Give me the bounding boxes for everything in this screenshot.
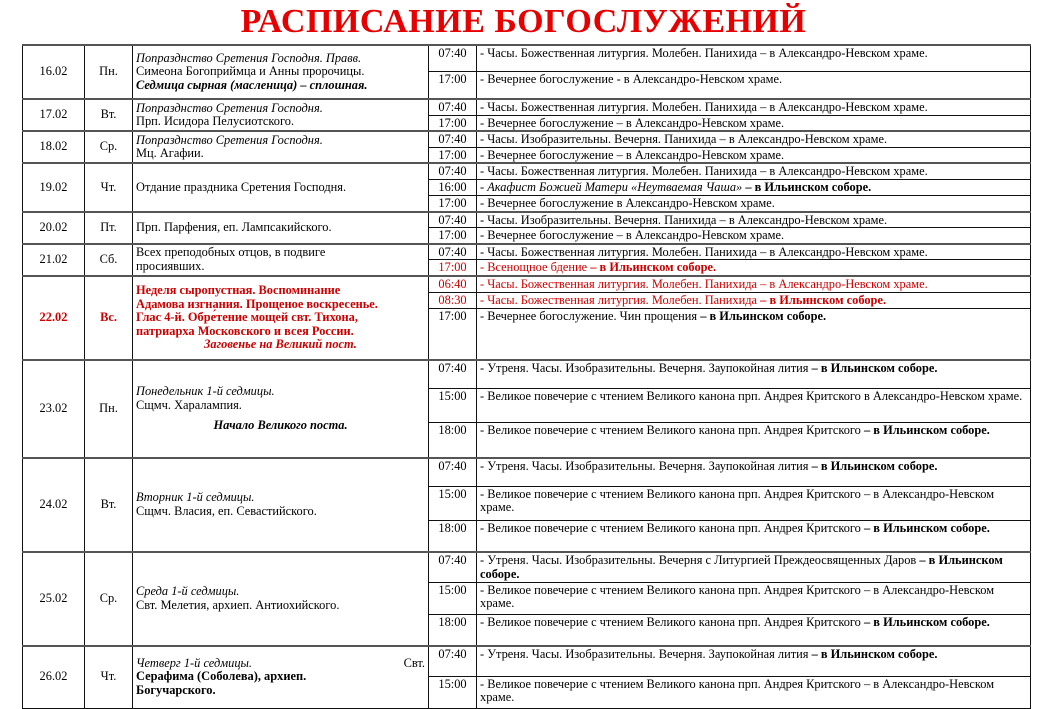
- description-line: Богучарского.: [136, 683, 216, 698]
- description-line: Четверг 1-й седмицы.: [136, 655, 253, 670]
- cell-description: [133, 212, 429, 244]
- cell-service: [477, 260, 1031, 276]
- cell-time: 15:00: [429, 486, 477, 520]
- service-text-location: – в Ильинском соборе.: [811, 459, 938, 474]
- cell-description: [133, 458, 429, 552]
- service-text-main: - Всенощное бдение: [480, 260, 591, 275]
- cell-weekday: Пт.: [85, 212, 133, 244]
- service-text: - Часы. Изобразительны. Вечерня. Панихида – в Александро-Невском храме.: [480, 132, 888, 147]
- cell-service: [477, 115, 1031, 131]
- cell-service: [477, 458, 1031, 486]
- cell-weekday: Вт.: [85, 99, 133, 131]
- cell-service: [477, 422, 1031, 458]
- service-text: - Вечернее богослужение – в Александро-Невском храме.: [480, 147, 785, 162]
- service-text-main: - Великое повечерие с чтением Великого канона прп. Андрея Критского: [480, 422, 864, 437]
- cell-date: 16.02: [23, 45, 85, 99]
- service-text-location: – в Ильинском соборе.: [480, 553, 1003, 581]
- service-text-location: – в Ильинском соборе.: [863, 614, 990, 629]
- description-line: Мц. Агафии.: [136, 146, 204, 161]
- schedule-table: [22, 44, 1031, 709]
- cell-service: [477, 360, 1031, 388]
- service-text: [480, 615, 990, 629]
- cell-time: 06:40: [429, 276, 477, 292]
- service-text: - Часы. Божественная литургия. Молебен. Панихида – в Александро-Невском храме.: [480, 244, 928, 259]
- cell-date: 20.02: [23, 212, 85, 244]
- cell-time: 07:40: [429, 458, 477, 486]
- description-line: Сщмч. Власия, еп. Севастийского.: [136, 504, 317, 519]
- cell-weekday: Вс.: [85, 276, 133, 360]
- description-line: Среда 1-й седмицы.: [136, 584, 240, 599]
- service-text-location: – в Ильинском соборе.: [590, 260, 717, 275]
- service-text-main: - Великое повечерие с чтением Великого канона прп. Андрея Критского: [480, 614, 864, 629]
- cell-date: 18.02: [23, 131, 85, 163]
- description-line: патриарха Московского и всея России.: [136, 323, 354, 338]
- cell-time: 07:40: [429, 212, 477, 228]
- description-line: просиявших.: [136, 258, 205, 273]
- cell-service: [477, 99, 1031, 115]
- service-text: [480, 423, 990, 437]
- cell-description: [133, 131, 429, 163]
- cell-time: 17:00: [429, 308, 477, 360]
- service-text-main: - Утреня. Часы. Изобразительны. Вечерня. Заупокойная лития: [480, 459, 812, 474]
- cell-time: 07:40: [429, 131, 477, 147]
- cell-date: 25.02: [23, 552, 85, 646]
- description-line: Свт. Мелетия, архиеп. Антиохийского.: [136, 598, 340, 613]
- service-text-main: - Утреня. Часы. Изобразительны. Вечерня. Заупокойная лития: [480, 361, 812, 376]
- cell-service: [477, 45, 1031, 71]
- service-text-location: – в Ильинском соборе.: [811, 647, 938, 662]
- cell-date: 23.02: [23, 360, 85, 458]
- cell-description: [133, 45, 429, 99]
- cell-service: [477, 676, 1031, 708]
- cell-time: 18:00: [429, 520, 477, 552]
- cell-time: 07:40: [429, 552, 477, 582]
- description-line: Глас 4-й. Обре́тение мощей свт. Тихона,: [136, 310, 358, 325]
- service-text-location: – в Ильинском соборе.: [811, 361, 938, 376]
- description-line-wrap: [136, 657, 425, 671]
- table-row: [23, 360, 1031, 388]
- cell-service: [477, 228, 1031, 244]
- cell-weekday: Пн.: [85, 360, 133, 458]
- description-line: Прп. Исидора Пелусиотского.: [136, 114, 295, 129]
- cell-service: [477, 646, 1031, 676]
- description-line: Неделя сыропустная. Воспоминание: [136, 283, 341, 297]
- service-text: - Часы. Божественная литургия. Молебен. Панихида – в Александро-Невском храме.: [480, 100, 928, 114]
- service-text: - Великое повечерие с чтением Великого канона прп. Андрея Критского в Александро-Невском храме.: [480, 388, 1023, 403]
- service-text: - Часы. Изобразительны. Вечерня. Панихида – в Александро-Невском храме.: [480, 212, 888, 227]
- cell-time: 08:30: [429, 292, 477, 308]
- cell-time: 15:00: [429, 582, 477, 614]
- cell-time: 07:40: [429, 99, 477, 115]
- description-line: Начало Великого поста.: [213, 418, 348, 433]
- cell-service: [477, 131, 1031, 147]
- cell-description: [133, 276, 429, 360]
- cell-time: 07:40: [429, 244, 477, 260]
- service-text: [480, 309, 826, 323]
- cell-weekday: Сб.: [85, 244, 133, 276]
- table-row: [23, 244, 1031, 260]
- service-text-bold: – в Ильинском соборе.: [745, 179, 872, 194]
- cell-description: [133, 360, 429, 458]
- cell-time: 07:40: [429, 45, 477, 71]
- service-text-location: – в Ильинском соборе.: [863, 520, 990, 535]
- service-text-main: - Часы. Божественная литургия. Молебен. Панихида: [480, 292, 761, 307]
- cell-service: [477, 212, 1031, 228]
- table-row: [23, 99, 1031, 115]
- table-row: [23, 552, 1031, 582]
- service-text-location: – в Ильинском соборе.: [863, 422, 990, 437]
- service-text-location: – в Ильинском соборе.: [760, 292, 887, 307]
- cell-date: 26.02: [23, 646, 85, 708]
- cell-time: 17:00: [429, 147, 477, 163]
- description-line: Седмица сырная (масленица) – сплошная.: [136, 77, 368, 92]
- service-text: - Великое повечерие с чтением Великого канона прп. Андрея Критского – в Александро-Невском храме.: [480, 676, 995, 705]
- cell-service: [477, 552, 1031, 582]
- table-row: [23, 131, 1031, 147]
- service-text: [480, 293, 886, 307]
- service-text: [480, 361, 937, 375]
- service-text-main: - Вечернее богослужение. Чин прощения: [480, 308, 701, 323]
- service-text: - Часы. Божественная литургия. Молебен. Панихида – в Александро-Невском храме.: [480, 276, 928, 291]
- service-text-main: - Утреня. Часы. Изобразительны. Вечерня с Литургией Преждеосвященных Даров: [480, 553, 920, 568]
- service-text: - Великое повечерие с чтением Великого канона прп. Андрея Критского – в Александро-Невском храме.: [480, 582, 995, 611]
- service-text: [480, 553, 1003, 581]
- description-line: Попразднство Сретения Господня.: [136, 100, 323, 115]
- table-row: [23, 45, 1031, 71]
- cell-weekday: Чт.: [85, 163, 133, 211]
- cell-service: [477, 71, 1031, 99]
- service-text-main: - Великое повечерие с чтением Великого канона прп. Андрея Критского: [480, 520, 864, 535]
- cell-time: 17:00: [429, 71, 477, 99]
- cell-weekday: Ср.: [85, 131, 133, 163]
- cell-time: 18:00: [429, 614, 477, 646]
- cell-date: 19.02: [23, 163, 85, 211]
- description-line: Серафима (Соболева), архиеп.: [136, 669, 307, 684]
- cell-time: 07:40: [429, 646, 477, 676]
- service-text: - Великое повечерие с чтением Великого канона прп. Андрея Критского – в Александро-Невском храме.: [480, 486, 995, 515]
- cell-date: 21.02: [23, 244, 85, 276]
- service-text-location: – в Ильинском соборе.: [700, 308, 827, 323]
- cell-time: 16:00: [429, 179, 477, 195]
- table-row: [23, 163, 1031, 179]
- service-text: [480, 260, 716, 274]
- cell-time: 17:00: [429, 260, 477, 276]
- cell-weekday: Чт.: [85, 646, 133, 708]
- cell-description: [133, 244, 429, 276]
- cell-time: 17:00: [429, 228, 477, 244]
- service-text: - Вечернее богослужение в Александро-Невском храме.: [480, 195, 775, 210]
- description-line: Симеона Богоприймца и Анны пророчицы.: [136, 64, 365, 79]
- service-text: - Часы. Божественная литургия. Молебен. Панихида – в Александро-Невском храме.: [480, 46, 928, 60]
- cell-service: [477, 520, 1031, 552]
- service-text: [480, 521, 990, 535]
- cell-service: [477, 486, 1031, 520]
- service-text: - Вечернее богослужение – в Александро-Невском храме.: [480, 115, 785, 130]
- service-text: - Вечернее богослужение – в Александро-Невском храме.: [480, 228, 785, 243]
- table-row: [23, 646, 1031, 676]
- cell-description: [133, 552, 429, 646]
- cell-date: 22.02: [23, 276, 85, 360]
- description-line: Сщмч. Харалампия.: [136, 397, 242, 412]
- description-line: Попразднство Сретения Господня. Правв.: [136, 50, 362, 65]
- cell-weekday: Ср.: [85, 552, 133, 646]
- cell-service: [477, 195, 1031, 211]
- cell-weekday: Пн.: [85, 45, 133, 99]
- cell-service: [477, 163, 1031, 179]
- cell-time: 15:00: [429, 388, 477, 422]
- cell-date: 24.02: [23, 458, 85, 552]
- cell-service: [477, 276, 1031, 292]
- cell-date: 17.02: [23, 99, 85, 131]
- description-line: Понедельник 1-й седмицы.: [136, 384, 275, 399]
- table-row: [23, 458, 1031, 486]
- page-title: РАСПИСАНИЕ БОГОСЛУЖЕНИЙ: [240, 3, 807, 40]
- cell-service: [477, 614, 1031, 646]
- description-line: Адамова изгнания. Прощеное воскресенье.: [136, 296, 378, 311]
- schedule-table-body: [23, 45, 1031, 708]
- cell-service: [477, 244, 1031, 260]
- table-row: [23, 212, 1031, 228]
- description-right-label: Свт.: [403, 655, 425, 670]
- service-text: [480, 459, 937, 473]
- cell-service: [477, 292, 1031, 308]
- cell-description: [133, 163, 429, 211]
- cell-description: [133, 99, 429, 131]
- description-line: Прп. Парфения, еп. Лампсакийского.: [136, 219, 332, 234]
- cell-description: [133, 646, 429, 708]
- service-text-main: - Утреня. Часы. Изобразительны. Вечерня. Заупокойная лития: [480, 647, 812, 662]
- cell-time: 18:00: [429, 422, 477, 458]
- service-text: - Часы. Божественная литургия. Молебен. Панихида – в Александро-Невском храме.: [480, 164, 928, 179]
- cell-time: 15:00: [429, 676, 477, 708]
- service-text-italic: - Акафист Божией Матери «Неутваемая Чаша»: [480, 179, 746, 194]
- description-line: Отдание праздника Сретения Господня.: [136, 179, 347, 194]
- service-text: [480, 647, 937, 661]
- cell-time: 07:40: [429, 360, 477, 388]
- service-text: - Вечернее богослужение - в Александро-Невском храме.: [480, 71, 783, 86]
- cell-service: [477, 582, 1031, 614]
- description-line: Попразднство Сретения Господня.: [136, 132, 323, 147]
- cell-time: 17:00: [429, 115, 477, 131]
- description-line: Всех преподобных отцов, в подвиге: [136, 245, 326, 260]
- table-row: [23, 276, 1031, 292]
- cell-service: [477, 308, 1031, 360]
- cell-weekday: Вт.: [85, 458, 133, 552]
- description-line: Заговенье на Великий пост.: [204, 337, 357, 352]
- cell-service: [477, 179, 1031, 195]
- cell-time: 07:40: [429, 163, 477, 179]
- description-line: Вторник 1-й седмицы.: [136, 490, 255, 505]
- cell-time: 17:00: [429, 195, 477, 211]
- cell-service: [477, 147, 1031, 163]
- cell-service: [477, 388, 1031, 422]
